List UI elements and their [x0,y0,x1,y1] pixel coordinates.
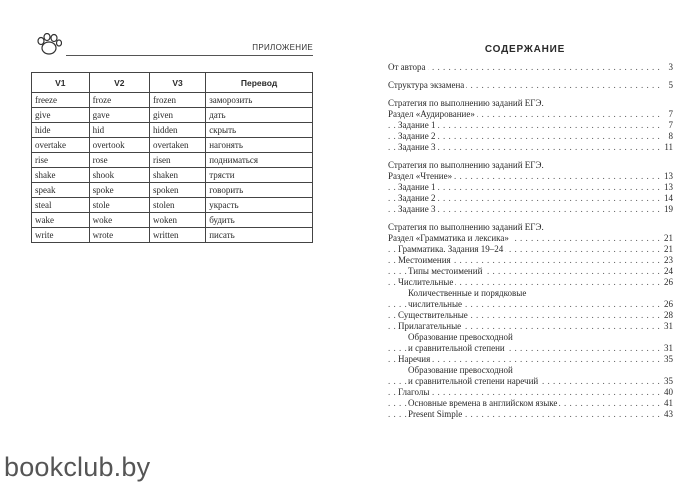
table-row [32,93,313,108]
toc-entry-title: От автора [388,62,426,72]
toc-entry-title: Структура экзамена [388,80,465,90]
toc-entry [388,376,673,387]
toc-entry-title: и сравнительной степени наречий [408,376,539,386]
table-of-contents [388,62,673,420]
toc-entry-page: 28 [661,310,673,321]
table-cell: заморозить [206,93,313,108]
toc-entry-page: 31 [661,343,673,354]
toc-entry-title: Задание 1 [398,120,436,130]
table-cell: shook [89,168,149,183]
table-cell: woken [150,213,206,228]
toc-entry-title: Числительные [398,277,454,287]
toc-entry [388,332,673,343]
toc-entry-title: Основные времена в английском языке [408,398,558,408]
toc-gap [388,91,673,98]
table-cell: overtook [89,138,149,153]
toc-entry-title: Глаголы [398,387,430,397]
table-row [32,213,313,228]
toc-entry [388,266,673,277]
table-cell: steal [32,198,90,213]
toc-entry-page: 5 [661,80,673,91]
table-cell: wake [32,213,90,228]
toc-entry-title: Прилагательные [398,321,462,331]
toc-entry-page: 24 [661,266,673,277]
toc-entry-page: 19 [661,204,673,215]
table-row [32,138,313,153]
toc-entry-page: 11 [661,142,673,153]
table-cell: shake [32,168,90,183]
table-cell: shaken [150,168,206,183]
watermark: bookclub.by [4,452,151,482]
toc-entry-page: 43 [661,409,673,420]
toc-entry-title: Стратегия по выполнению заданий ЕГЭ. [388,98,544,108]
table-cell: hide [32,123,90,138]
toc-entry-page: 7 [661,120,673,131]
toc-entry [388,398,673,409]
table-cell: украсть [206,198,313,213]
table-header-cell: V3 [150,73,206,93]
toc-entry [388,62,673,73]
toc-entry [388,277,673,288]
toc-entry [388,354,673,365]
toc-entry-title: Раздел «Аудирование» [388,109,475,119]
toc-entry-title: Раздел «Чтение» [388,171,453,181]
table-cell: written [150,228,206,243]
toc-entry [388,193,673,204]
table-row [32,228,313,243]
toc-gap [388,73,673,80]
toc-entry-title: числительные [408,299,463,309]
toc-entry [388,343,673,354]
toc-entry-title: Задание 3 [398,204,436,214]
toc-entry-title: Задание 2 [398,193,436,203]
table-cell: overtake [32,138,90,153]
toc-entry-page: 7 [661,109,673,120]
table-cell: rose [89,153,149,168]
toc-entry [388,288,673,299]
toc-entry-title: Существительные [398,310,468,320]
toc-entry [388,204,673,215]
toc-entry [388,409,673,420]
table-row [32,183,313,198]
table-cell: говорить [206,183,313,198]
toc-entry-page: 40 [661,387,673,398]
toc-entry-title: Образование превосходной [408,365,513,375]
toc-entry-title: Образование превосходной [408,332,513,342]
toc-entry-page: 14 [661,193,673,204]
toc-entry-page: 13 [661,171,673,182]
toc-entry [388,255,673,266]
table-cell: дать [206,108,313,123]
toc-entry-title: Задание 1 [398,182,436,192]
table-cell: hid [89,123,149,138]
toc-gap [388,215,673,222]
toc-entry [388,182,673,193]
table-header-row [32,73,313,93]
table-cell: froze [89,93,149,108]
toc-entry-page: 35 [661,376,673,387]
toc-entry [388,387,673,398]
toc-entry [388,98,673,109]
table-cell: подниматься [206,153,313,168]
toc-entry-page: 26 [661,277,673,288]
toc-entry [388,299,673,310]
table-cell: wrote [89,228,149,243]
table-header-cell: V2 [89,73,149,93]
table-row [32,198,313,213]
toc-entry-page: 21 [661,233,673,244]
toc-entry-page: 26 [661,299,673,310]
toc-entry [388,365,673,376]
toc-entry [388,233,673,244]
toc-entry [388,109,673,120]
toc-entry [388,310,673,321]
toc-entry-title: Задание 2 [398,131,436,141]
header-rule [66,55,313,56]
toc-entry-page: 8 [661,131,673,142]
table-cell: given [150,108,206,123]
toc-entry-title: Местоимения [398,255,451,265]
toc-entry [388,244,673,255]
table-cell: frozen [150,93,206,108]
page-header: ПРИЛОЖЕНИЕ [252,43,313,52]
table-cell: скрыть [206,123,313,138]
toc-entry-page: 41 [661,398,673,409]
table-cell: stole [89,198,149,213]
table-cell: give [32,108,90,123]
toc-entry-page: 3 [661,62,673,73]
table-cell: overtaken [150,138,206,153]
table-cell: писать [206,228,313,243]
toc-entry-page: 21 [661,244,673,255]
toc-title: СОДЕРЖАНИЕ [484,44,566,55]
toc-entry [388,80,673,91]
table-cell: будить [206,213,313,228]
toc-entry [388,120,673,131]
toc-entry-title: Раздел «Грамматика и лексика» [388,233,509,243]
toc-entry [388,142,673,153]
table-cell: трясти [206,168,313,183]
table-cell: risen [150,153,206,168]
table-row [32,123,313,138]
table-cell: gave [89,108,149,123]
table-row [32,108,313,123]
irregular-verbs-table [31,72,313,243]
table-row [32,168,313,183]
right-page [350,0,700,504]
toc-entry-title: и сравнительной степени [408,343,505,353]
table-cell: hidden [150,123,206,138]
toc-entry-title: Present Simple [408,409,463,419]
paw-print-icon [36,33,62,57]
toc-entry [388,131,673,142]
toc-entry [388,222,673,233]
table-cell: rise [32,153,90,168]
toc-entry-title: Наречия [398,354,431,364]
table-row [32,153,313,168]
table-cell: woke [89,213,149,228]
table-cell: stolen [150,198,206,213]
toc-entry [388,321,673,332]
table-header-cell: Перевод [206,73,313,93]
table-cell: spoke [89,183,149,198]
table-header-cell: V1 [32,73,90,93]
table-cell: speak [32,183,90,198]
toc-entry-title: Задание 3 [398,142,436,152]
toc-entry [388,160,673,171]
toc-entry-page: 35 [661,354,673,365]
toc-entry-title: Стратегия по выполнению заданий ЕГЭ. [388,222,544,232]
toc-entry-page: 23 [661,255,673,266]
toc-gap [388,153,673,160]
toc-entry-page: 13 [661,182,673,193]
toc-entry [388,171,673,182]
table-cell: нагонять [206,138,313,153]
table-cell: spoken [150,183,206,198]
toc-entry-page: 31 [661,321,673,332]
table-cell: write [32,228,90,243]
toc-entry-title: Стратегия по выполнению заданий ЕГЭ. [388,160,544,170]
toc-entry-title: Количественные и порядковые [408,288,527,298]
toc-entry-title: Грамматика. Задания 19–24 [398,244,504,254]
toc-entry-title: Типы местоимений [408,266,483,276]
table-cell: freeze [32,93,90,108]
